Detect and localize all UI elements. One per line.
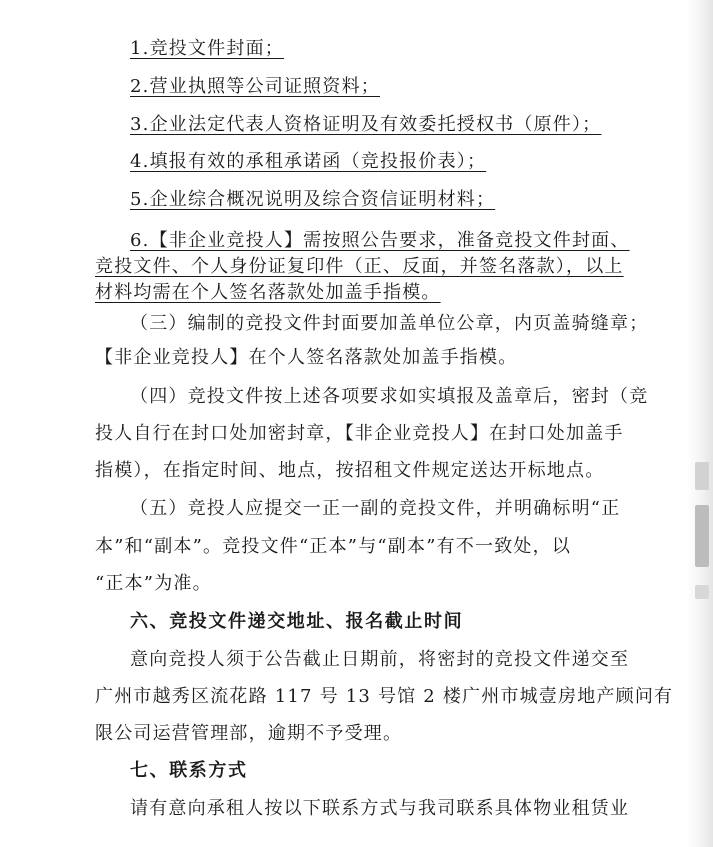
- list-item-individual-line1: 6.【非企业竞投人】需按照公告要求，准备竞投文件封面、: [130, 230, 630, 251]
- paragraph-four-line2: 投人自行在封口处加密封章，【非企业竞投人】在封口处加盖手: [95, 423, 624, 444]
- edge-mark: [695, 505, 709, 567]
- paragraph-five-line3: “正本”为准。: [95, 573, 212, 594]
- list-item-commitment: 4.填报有效的承租承诺函（竞投报价表）；: [130, 151, 487, 172]
- list-item-individual-line2: 竞投文件、个人身份证复印件（正、反面，并签名落款），以上: [95, 256, 624, 277]
- paragraph-three-line1: （三）编制的竞投文件封面要加盖单位公章，内页盖骑缝章；: [130, 313, 649, 334]
- paragraph-four-line3: 指模），在指定时间、地点，按招租文件规定送达开标地点。: [95, 460, 605, 481]
- page-edge-shadow: [687, 0, 713, 847]
- section-heading-six: 六、竞投文件递交地址、报名截止时间: [130, 611, 464, 632]
- paragraph-seven-line1: 请有意向承租人按以下联系方式与我司联系具体物业租赁业: [130, 798, 630, 819]
- paragraph-six-line1: 意向竞投人须于公告截止日期前，将密封的竞投文件递交至: [130, 649, 630, 670]
- edge-mark: [695, 462, 709, 490]
- paragraph-four-line1: （四）竞投文件按上述各项要求如实填报及盖章后，密封（竞: [130, 386, 649, 407]
- list-item-individual-line3: 材料均需在个人签名落款处加盖手指模。: [95, 282, 441, 303]
- list-item-legal-rep: 3.企业法定代表人资格证明及有效委托授权书（原件）；: [130, 114, 602, 135]
- paragraph-three-line2: 【非企业竞投人】在个人签名落款处加盖手指模。: [95, 347, 518, 368]
- list-item-license: 2.营业执照等公司证照资料；: [130, 76, 380, 97]
- section-heading-seven: 七、联系方式: [130, 760, 248, 781]
- edge-mark: [695, 585, 709, 599]
- paragraph-five-line2: 本”和“副本”。竞投文件“正本”与“副本”有不一致处，以: [95, 536, 572, 557]
- paragraph-six-line2: 广州市越秀区流花路 117 号 13 号馆 2 楼广州市城壹房地产顾问有: [95, 686, 674, 707]
- list-item-company-profile: 5.企业综合概况说明及综合资信证明材料；: [130, 189, 496, 210]
- list-item-cover: 1.竞投文件封面；: [130, 38, 284, 59]
- paragraph-six-line3: 限公司运营管理部，逾期不予受理。: [95, 723, 403, 744]
- paragraph-five-line1: （五）竞投人应提交一正一副的竞投文件，并明确标明“正: [130, 498, 621, 519]
